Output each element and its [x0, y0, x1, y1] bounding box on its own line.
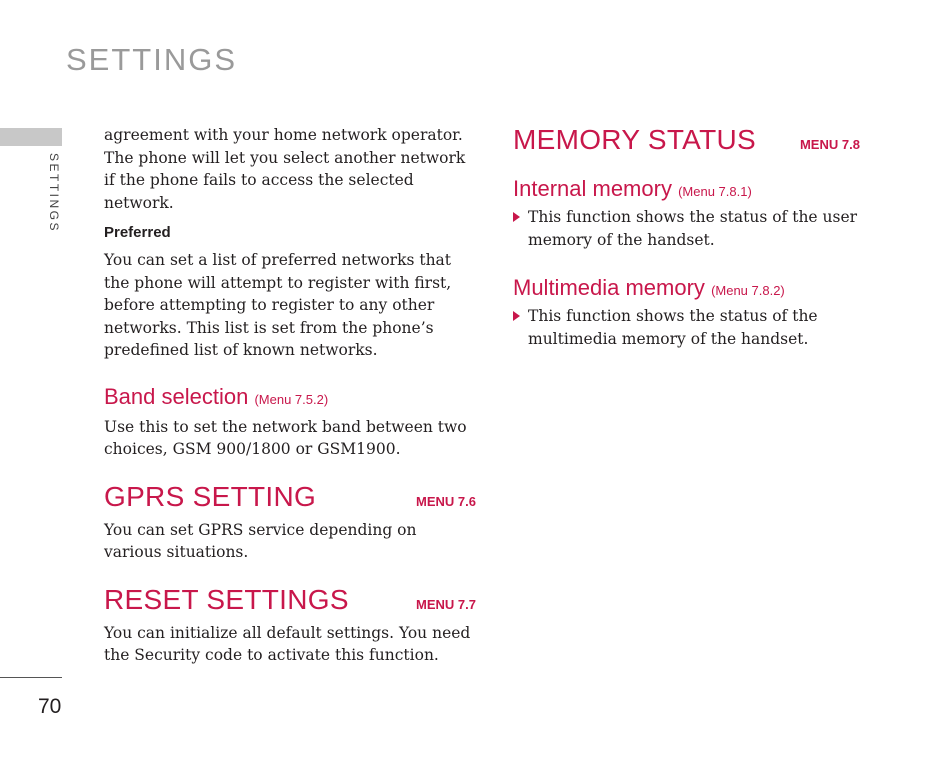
multimedia-memory-title: Multimedia memory	[513, 275, 705, 300]
multimedia-memory-menu-ref: (Menu 7.8.2)	[711, 283, 785, 298]
gprs-setting-heading	[104, 481, 476, 513]
band-selection-title: Band selection	[104, 383, 249, 409]
internal-memory-title: Internal memory	[513, 176, 672, 201]
multimedia-memory-paragraph: This function shows the status of the multimedia memory of the handset.	[528, 307, 818, 348]
bullet-arrow-icon	[513, 311, 520, 321]
left-column	[104, 124, 476, 667]
memory-status-heading	[513, 124, 888, 156]
memory-status-title: MEMORY STATUS	[513, 124, 756, 155]
band-selection-paragraph: Use this to set the network band between two choices, GSM 900/1800 or GSM1900.	[104, 417, 467, 458]
internal-memory-paragraph: This function shows the status of the user memory of the handset.	[528, 208, 858, 249]
page-number: 70	[38, 695, 62, 718]
gprs-setting-menu-ref: MENU 7.6	[416, 493, 476, 509]
intro-paragraph: agreement with your home network operator. The phone will let you select another network if the phone fails to access the selected network.	[104, 126, 466, 212]
memory-status-menu-ref: MENU 7.8	[799, 137, 860, 152]
gprs-setting-title: GPRS SETTING	[104, 480, 317, 512]
gprs-setting-paragraph: You can set GPRS service depending on various situations.	[104, 520, 417, 561]
preferred-heading: Preferred	[104, 224, 171, 241]
band-selection-menu-ref: (Menu 7.5.2)	[254, 391, 329, 407]
bullet-arrow-icon	[513, 212, 520, 222]
internal-memory-bullet	[513, 206, 888, 251]
side-section-label: SETTINGS	[47, 153, 61, 234]
multimedia-memory-bullet	[513, 305, 888, 350]
band-selection-heading	[104, 384, 476, 410]
footer-divider	[0, 677, 62, 678]
reset-settings-heading	[104, 584, 476, 616]
multimedia-memory-heading	[513, 275, 888, 301]
internal-memory-menu-ref: (Menu 7.8.1)	[678, 184, 752, 199]
internal-memory-heading	[513, 176, 888, 202]
right-column	[513, 124, 888, 350]
preferred-paragraph: You can set a list of preferred networks that the phone will attempt to register with first, before attempting to register to any other networks. This list is set from the phone’s predefined list of known networks.	[104, 251, 452, 359]
reset-settings-menu-ref: MENU 7.7	[416, 596, 476, 612]
reset-settings-title: RESET SETTINGS	[104, 583, 349, 615]
reset-settings-paragraph: You can initialize all default settings. You need the Security code to activate this function.	[104, 623, 471, 664]
page-title: SETTINGS	[66, 42, 238, 77]
section-tab-marker	[0, 128, 62, 146]
